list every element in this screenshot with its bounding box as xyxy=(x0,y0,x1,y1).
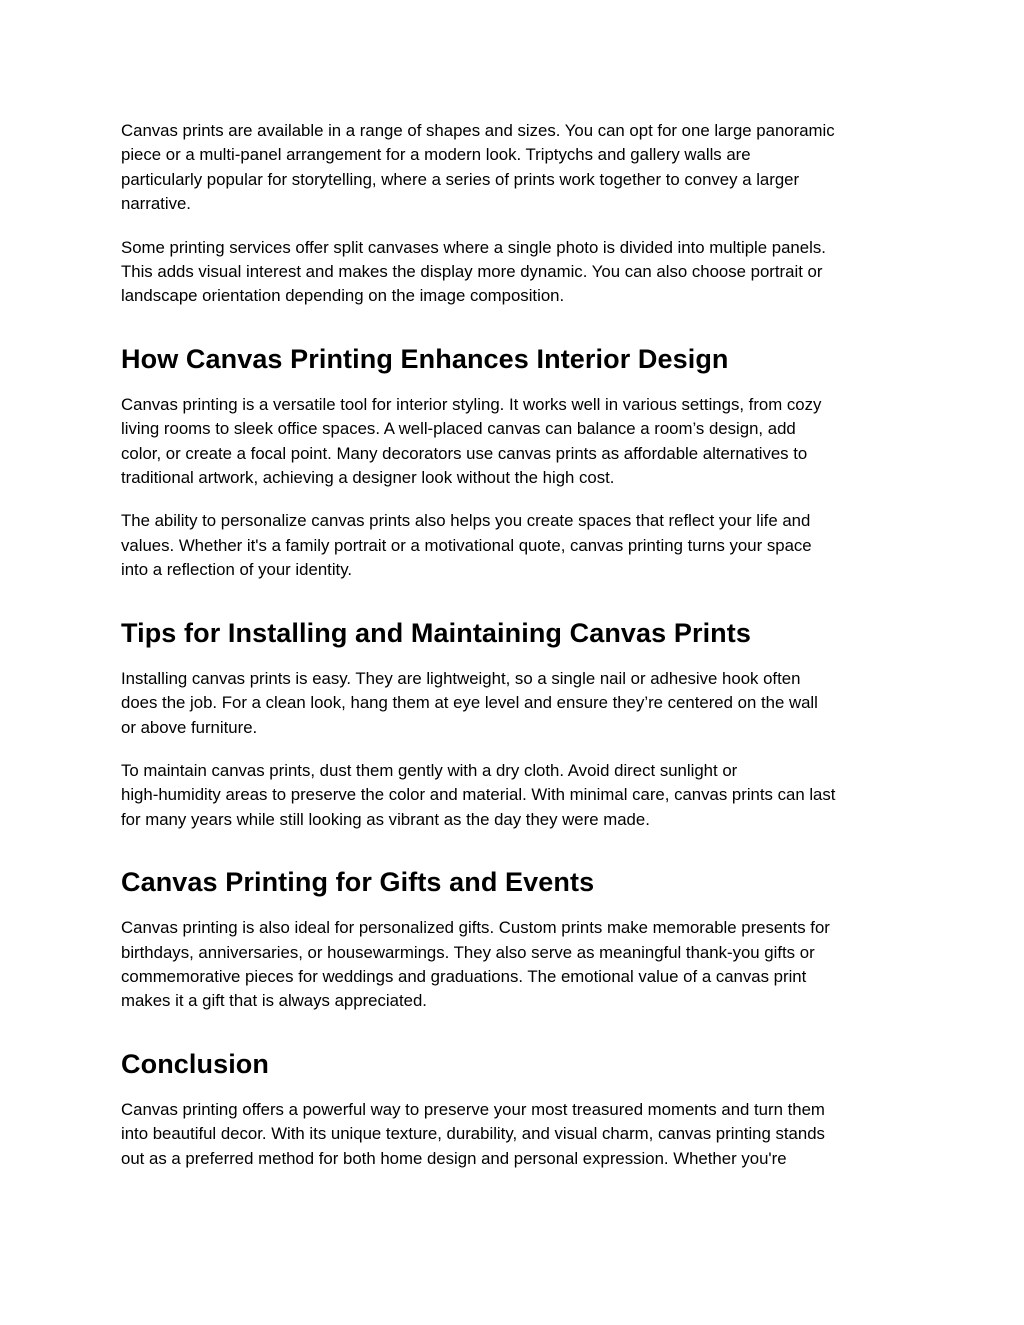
paragraph-personalize: The ability to personalize canvas prints also helps you create spaces that reflect your life and values. Whether it's a family portrait or a motivational quote, canvas printing turns your space into a reflection of your identity. xyxy=(121,511,812,580)
paragraph-interior-styling: Canvas printing is a versatile tool for interior styling. It works well in various settings, from cozy living rooms to sleek office spaces. A well-placed canvas can balance a room’s design, add color, or create a focal point. Many decorators use canvas prints as affordable alternatives to traditional artwork, achieving a designer look without the high cost. xyxy=(121,394,822,488)
paragraph-split-canvases: Some printing services offer split canvases where a single photo is divided into multiple panels. This adds visual interest and makes the display more dynamic. You can also choose portrait or landscape orientation depending on the image composition. xyxy=(121,237,826,306)
paragraph-installing: Installing canvas prints is easy. They are lightweight, so a single nail or adhesive hook often does the job. For a clean look, hang them at eye level and ensure they’re centered on the wall or above furniture. xyxy=(121,668,818,737)
document-page xyxy=(121,119,911,1171)
heading-interior-design: How Canvas Printing Enhances Interior Design xyxy=(121,343,729,374)
heading-gifts-events: Canvas Printing for Gifts and Events xyxy=(121,867,595,898)
heading-conclusion: Conclusion xyxy=(121,1048,269,1079)
heading-installing-maintaining: Tips for Installing and Maintaining Canvas Prints xyxy=(121,617,751,648)
paragraph-canvas-shapes-sizes: Canvas prints are available in a range of shapes and sizes. You can opt for one large panoramic piece or a multi-panel arrangement for a modern look. Triptychs and gallery walls are particularly popular for storytelling, where a series of prints work together to convey a larger narrative. xyxy=(121,121,835,214)
paragraph-gifts: Canvas printing is also ideal for personalized gifts. Custom prints make memorable presents for birthdays, anniversaries, or housewarmings. They also serve as meaningful thank-you gifts or commemorative pieces for weddings and graduations. The emotional value of a canvas print makes it a gift that is always appreciated. xyxy=(121,918,830,1011)
paragraph-maintaining: To maintain canvas prints, dust them gently with a dry cloth. Avoid direct sunlight or high-humidity areas to preserve the color and material. With minimal care, canvas prints can last for many years while still looking as vibrant as the day they were made. xyxy=(121,760,836,829)
paragraph-conclusion: Canvas printing offers a powerful way to preserve your most treasured moments and turn them into beautiful decor. With its unique texture, durability, and visual charm, canvas printing stands out as a preferred method for both home design and personal expression. Whether you're xyxy=(121,1099,825,1168)
